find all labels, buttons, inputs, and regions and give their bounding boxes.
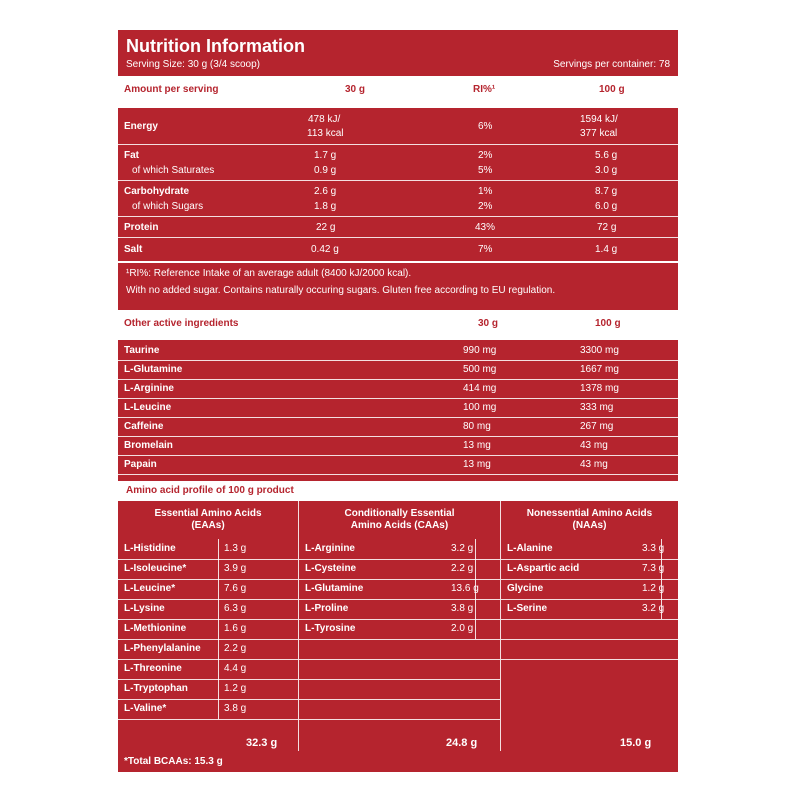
value-divider <box>218 679 219 699</box>
naa-total: 15.0 g <box>620 737 652 749</box>
value-divider <box>218 559 219 579</box>
caa-value: 2.2 g <box>451 563 474 574</box>
caa-value: 3.8 g <box>451 603 474 614</box>
eaa-name: L-Tryptophan <box>124 683 188 694</box>
row-100g: 8.7 g <box>595 186 618 197</box>
caa-row <box>299 579 500 600</box>
caa-row <box>299 619 500 640</box>
eaa-row <box>118 639 298 660</box>
caa-value: 3.2 g <box>451 543 474 554</box>
row-label: Carbohydrate <box>124 186 190 197</box>
row-100g: 72 g <box>597 222 617 233</box>
row-100g: 1594 kJ/ <box>580 114 618 125</box>
eaa-name: L-Histidine <box>124 543 176 554</box>
eaa-column-header <box>118 508 298 532</box>
eaa-name: L-Isoleucine* <box>124 563 187 574</box>
value-divider <box>218 659 219 679</box>
amino-profile-title: Amino acid profile of 100 g product <box>126 485 294 496</box>
row-label: Salt <box>124 244 143 255</box>
value-divider <box>475 599 476 619</box>
active-100g: 1378 mg <box>580 383 619 394</box>
value-divider <box>475 539 476 559</box>
naa-name: L-Serine <box>507 603 548 614</box>
caa-row <box>299 539 500 560</box>
eaa-name: L-Valine* <box>124 703 167 714</box>
amino-profile-header <box>118 481 678 501</box>
header-30g: 30 g <box>345 84 366 95</box>
caa-total: 24.8 g <box>446 737 478 749</box>
active-row <box>118 437 678 456</box>
eaa-value: 7.6 g <box>224 583 247 594</box>
eaa-name: L-Methionine <box>124 623 187 634</box>
value-divider <box>218 619 219 639</box>
active-100g: 333 mg <box>580 402 614 413</box>
eaa-row <box>118 579 298 600</box>
value-divider <box>218 539 219 559</box>
nutrition-row-fat <box>118 146 678 181</box>
active-30g: 80 mg <box>463 421 491 432</box>
row-100g: 5.6 g <box>595 150 618 161</box>
nutrition-row-carbohydrate <box>118 182 678 217</box>
active-30g: 100 mg <box>463 402 497 413</box>
row-ri-b: 2% <box>478 201 493 212</box>
active-ingredients-header <box>118 310 678 340</box>
row-30g: 478 kJ/ <box>308 114 341 125</box>
active-30g: 13 mg <box>463 440 491 451</box>
row-sub: of which Saturates <box>132 165 215 176</box>
eaa-row <box>118 599 298 620</box>
naa-value: 7.3 g <box>642 563 665 574</box>
caa-head-line1: Conditionally Essential <box>344 508 455 519</box>
naa-row <box>501 619 678 640</box>
eaa-value: 3.9 g <box>224 563 247 574</box>
row-30g-b: 113 kcal <box>307 128 344 139</box>
caa-row <box>299 639 500 660</box>
row-30g-b: 1.8 g <box>314 201 337 212</box>
active-name: Taurine <box>124 345 160 356</box>
eaa-row <box>118 539 298 560</box>
naa-column-header <box>501 508 678 532</box>
eaa-row <box>118 699 298 720</box>
header-amount: Amount per serving <box>124 84 219 95</box>
servings-per-container: Servings per container: 78 <box>553 59 670 70</box>
row-100g: 1.4 g <box>595 244 618 255</box>
row-ri: 7% <box>478 244 493 255</box>
eaa-row <box>118 679 298 700</box>
caa-name: L-Proline <box>305 603 349 614</box>
eaa-value: 2.2 g <box>224 643 247 654</box>
caa-column-header <box>299 508 500 532</box>
row-ri: 6% <box>478 121 493 132</box>
eaa-total: 32.3 g <box>246 737 278 749</box>
caa-value: 2.0 g <box>451 623 474 634</box>
active-30g: 990 mg <box>463 345 497 356</box>
value-divider <box>218 579 219 599</box>
active-row <box>118 399 678 418</box>
bcaa-total: *Total BCAAs: 15.3 g <box>124 756 223 767</box>
naa-row <box>501 599 678 620</box>
caa-row <box>299 559 500 580</box>
row-30g-b: 0.9 g <box>314 165 337 176</box>
active-name: L-Leucine <box>124 402 172 413</box>
active-row <box>118 361 678 380</box>
eaa-name: L-Threonine <box>124 663 182 674</box>
caa-row <box>299 679 500 700</box>
row-30g: 2.6 g <box>314 186 337 197</box>
value-divider <box>218 599 219 619</box>
row-ri-b: 5% <box>478 165 493 176</box>
nutrition-row-salt <box>118 239 678 263</box>
active-header-30g: 30 g <box>478 318 499 329</box>
eaa-value: 3.8 g <box>224 703 247 714</box>
eaa-row <box>118 659 298 680</box>
ri-footnote: ¹RI%: Reference Intake of an average adult (8400 kJ/2000 kcal). <box>126 268 412 279</box>
active-name: L-Arginine <box>124 383 174 394</box>
caa-name: L-Tyrosine <box>305 623 356 634</box>
active-row <box>118 342 678 361</box>
caa-name: L-Cysteine <box>305 563 357 574</box>
value-divider <box>218 699 219 719</box>
active-name: Papain <box>124 459 157 470</box>
row-label: Protein <box>124 222 159 233</box>
row-ri: 2% <box>478 150 493 161</box>
active-header-100g: 100 g <box>595 318 621 329</box>
eaa-value: 1.6 g <box>224 623 247 634</box>
naa-name: L-Aspartic acid <box>507 563 580 574</box>
caa-row <box>299 599 500 620</box>
active-name: Caffeine <box>124 421 164 432</box>
caa-value: 13.6 g <box>451 583 479 594</box>
row-100g-b: 6.0 g <box>595 201 618 212</box>
naa-name: L-Alanine <box>507 543 553 554</box>
active-100g: 43 mg <box>580 440 608 451</box>
naa-value: 3.2 g <box>642 603 665 614</box>
eaa-name: L-Phenylalanine <box>124 643 201 654</box>
eaa-row <box>118 619 298 640</box>
active-30g: 500 mg <box>463 364 497 375</box>
active-100g: 267 mg <box>580 421 614 432</box>
row-sub: of which Sugars <box>132 201 204 212</box>
row-100g-b: 3.0 g <box>595 165 618 176</box>
active-30g: 13 mg <box>463 459 491 470</box>
active-name: Bromelain <box>124 440 173 451</box>
row-ri: 1% <box>478 186 493 197</box>
caa-name: L-Glutamine <box>305 583 364 594</box>
sugar-footnote: With no added sugar. Contains naturally occuring sugars. Gluten free according to EU regulation. <box>126 285 556 296</box>
naa-row <box>501 539 678 560</box>
caa-head-line2: Amino Acids (CAAs) <box>350 520 449 531</box>
row-100g-b: 377 kcal <box>580 128 618 139</box>
naa-value: 1.2 g <box>642 583 665 594</box>
naa-row <box>501 579 678 600</box>
naa-value: 3.3 g <box>642 543 665 554</box>
eaa-name: L-Lysine <box>124 603 165 614</box>
naa-name: Glycine <box>507 583 544 594</box>
eaa-row <box>118 559 298 580</box>
caa-row <box>299 699 500 720</box>
active-name: L-Glutamine <box>124 364 183 375</box>
value-divider <box>218 639 219 659</box>
active-30g: 414 mg <box>463 383 497 394</box>
nutrition-row-energy <box>118 110 678 145</box>
naa-head-line1: Nonessential Amino Acids <box>526 508 653 519</box>
active-row <box>118 456 678 475</box>
header-ri: RI%¹ <box>473 84 496 95</box>
nutrition-header <box>118 76 678 108</box>
label-title: Nutrition Information <box>126 36 305 56</box>
active-row <box>118 418 678 437</box>
value-divider <box>475 559 476 579</box>
row-ri: 43% <box>475 222 496 233</box>
value-divider <box>475 619 476 639</box>
nutrition-label <box>118 30 678 772</box>
row-label: Fat <box>124 150 139 161</box>
serving-size: Serving Size: 30 g (3/4 scoop) <box>126 59 260 70</box>
naa-row <box>501 559 678 580</box>
active-row <box>118 380 678 399</box>
eaa-value: 1.3 g <box>224 543 247 554</box>
naa-row <box>501 639 678 660</box>
row-label: Energy <box>124 121 158 132</box>
caa-row <box>299 659 500 680</box>
eaa-name: L-Leucine* <box>124 583 176 594</box>
row-30g: 0.42 g <box>311 244 339 255</box>
active-header-label: Other active ingredients <box>124 318 239 329</box>
eaa-value: 6.3 g <box>224 603 247 614</box>
eaa-value: 1.2 g <box>224 683 247 694</box>
nutrition-row-protein <box>118 218 678 238</box>
active-100g: 1667 mg <box>580 364 619 375</box>
active-100g: 3300 mg <box>580 345 619 356</box>
naa-head-line2: (NAAs) <box>572 520 607 531</box>
eaa-head-line1: Essential Amino Acids <box>154 508 262 519</box>
row-30g: 1.7 g <box>314 150 337 161</box>
row-30g: 22 g <box>316 222 336 233</box>
caa-name: L-Arginine <box>305 543 355 554</box>
active-100g: 43 mg <box>580 459 608 470</box>
eaa-value: 4.4 g <box>224 663 247 674</box>
eaa-head-line2: (EAAs) <box>191 520 225 531</box>
header-100g: 100 g <box>599 84 625 95</box>
